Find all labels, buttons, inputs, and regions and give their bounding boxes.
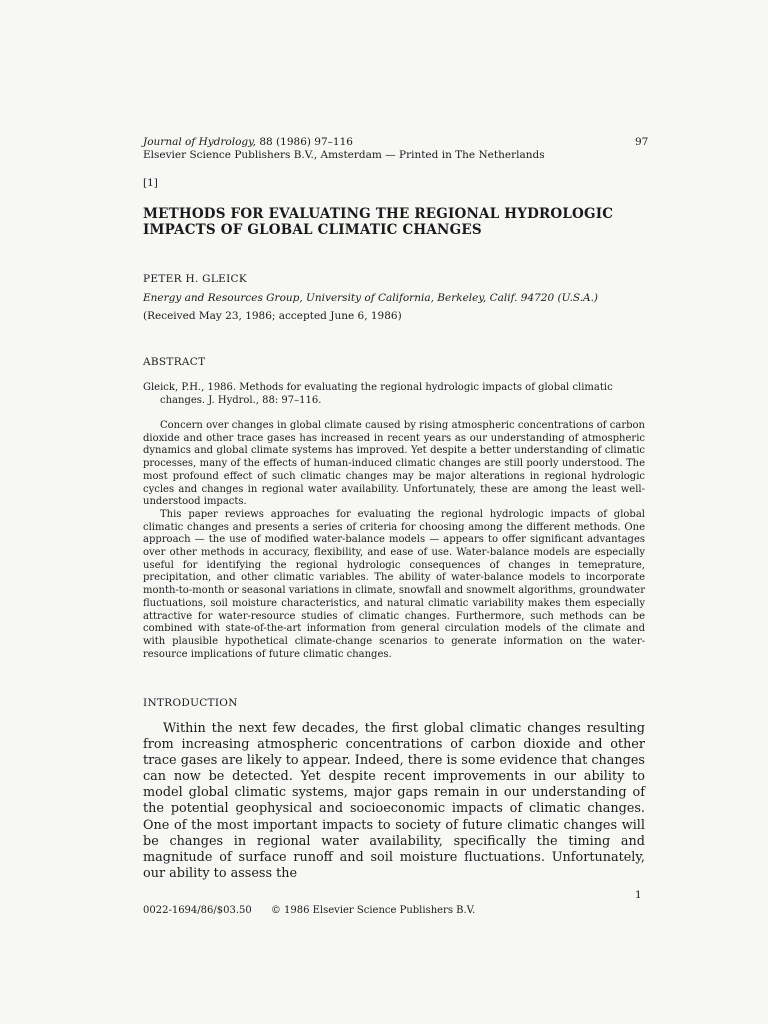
introduction-body (143, 721, 645, 882)
footer-code: 0022-1694/86/$03.50 (143, 905, 252, 916)
introduction-heading: INTRODUCTION (143, 697, 238, 709)
journal-name: Journal of Hydrology, (143, 136, 257, 148)
citation-line-2: changes. J. Hydrol., 88: 97–116. (160, 395, 322, 406)
footer-copyright-line (143, 903, 475, 918)
reference-mark: [1] (143, 177, 158, 189)
citation-line-1: Gleick, P.H., 1986. Methods for evaluating the regional hydrologic impacts of global climatic (143, 382, 613, 393)
received-dates: (Received May 23, 1986; accepted June 6, 1986) (143, 310, 402, 322)
abstract-paragraph-2: This paper reviews approaches for evaluating the regional hydrologic impacts of global climatic changes and presents a series of criteria for choosing among the different methods. One approach — the use of modified water-balance models — appears to offer significant advantages over other methods in accuracy, flexibility, and ease of use. Water-balance models are especially useful for identifying the regional hydrologic consequences of changes in temeprature, precipitation, and other climatic variables. The ability of water-balance models to incorporate month-to-month or seasonal variations in climate, snowfall and snowmelt algorithms, groundwater fluctuations, soil moisture characteristics, and natural climatic variability makes them especially attractive for water-resource studies of climatic changes. Furthermore, such methods can be combined with state-of-the-art information from general circulation models of the climate and with plausible hypothetical climate-change scenarios to generate information on the water-resource implications of future climatic changes. (143, 508, 645, 660)
footer-page-number: 1 (635, 889, 642, 901)
author-affiliation: Energy and Resources Group, University of California, Berkeley, Calif. 94720 (U.S.A.) (143, 292, 599, 304)
journal-volume-pages: 88 (1986) 97–116 (256, 136, 353, 148)
footer-copyright: © 1986 Elsevier Science Publishers B.V. (270, 905, 476, 916)
abstract-citation (143, 381, 645, 407)
page-number: 97 (635, 136, 649, 148)
article-title: METHODS FOR EVALUATING THE REGIONAL HYDROLOGIC IMPACTS OF GLOBAL CLIMATIC CHANGES (143, 206, 614, 238)
publisher-line: Elsevier Science Publishers B.V., Amsterdam — Printed in The Netherlands (143, 149, 545, 161)
abstract-body (143, 420, 645, 661)
abstract-paragraph-1: Concern over changes in global climate caused by rising atmospheric concentrations of carbon dioxide and other trace gases has increased in recent years as our understanding of atmospheric dynamics and global climate systems has improved. Yet despite a better understanding of climatic processes, many of the effects of human-induced climatic changes are still poorly understood. The most profound effect of such climatic changes may be major alterations in regional hydrologic cycles and changes in regional water availability. Unfortunately, these are among the least well-understood impacts. (143, 420, 645, 508)
introduction-paragraph: Within the next few decades, the first global climatic changes resulting from increasing atmospheric concentrations of carbon dioxide and other trace gases are likely to appear. Indeed, there is some evidence that changes can now be detected. Yet despite recent improvements in our ability to model global climatic systems, major gaps remain in our understanding of the potential geophysical and socioeconomic impacts of climatic changes. One of the most important impacts to society of future climatic changes will be changes in regional water availability, specifically the timing and magnitude of surface runoff and soil moisture fluctuations. Unfortunately, our ability to assess the (143, 721, 645, 881)
abstract-heading: ABSTRACT (143, 356, 206, 368)
author-name: PETER H. GLEICK (143, 273, 248, 285)
